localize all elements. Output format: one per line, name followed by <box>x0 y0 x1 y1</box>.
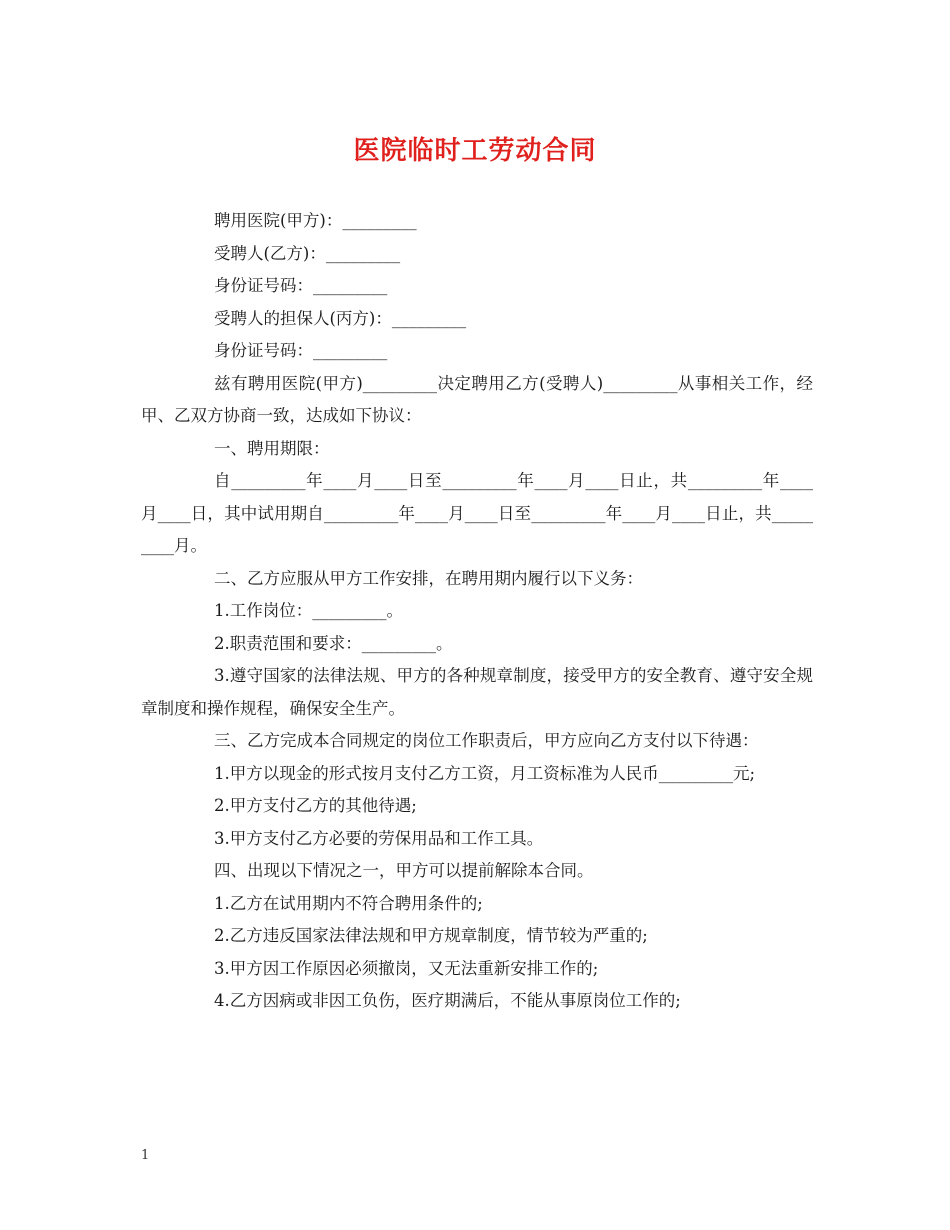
paragraph-guarantor-id: 身份证号码：_________ <box>214 341 388 360</box>
paragraph-compensation-2: 2.甲方支付乙方的其他待遇; <box>214 796 417 815</box>
document-title: 医院临时工劳动合同 <box>353 136 597 166</box>
paragraph-obligation-1: 1.工作岗位：_________。 <box>214 601 403 620</box>
section-heading-term: 一、聘用期限： <box>214 438 330 458</box>
document-body <box>141 205 813 1018</box>
paragraph-termination-3: 3.甲方因工作原因必须撤岗，又无法重新安排工作的; <box>214 958 599 978</box>
page-number: 1 <box>141 1148 150 1163</box>
paragraph-term-dates: 自_________年____月____日至_________年____月____日止，共_________年____月____日，其中试用期自_________年____月____日至_________年____月____日止，共_________月。 <box>141 471 813 555</box>
paragraph-employee-id: 身份证号码：_________ <box>214 276 388 295</box>
section-heading-compensation: 三、乙方完成本合同规定的岗位工作职责后，甲方应向乙方支付以下待遇： <box>214 731 759 750</box>
paragraph-compensation-1: 1.甲方以现金的形式按月支付乙方工资，月工资标准为人民币_________元; <box>214 763 756 783</box>
paragraph-guarantor: 受聘人的担保人(丙方)：_________ <box>214 308 467 328</box>
paragraph-termination-4: 4.乙方因病或非因工负伤，医疗期满后，不能从事原岗位工作的; <box>214 991 681 1010</box>
paragraph-hospital: 聘用医院(甲方)：_________ <box>214 211 417 230</box>
paragraph-termination-2: 2.乙方违反国家法律法规和甲方规章制度，情节较为严重的; <box>214 926 648 945</box>
paragraph-termination-1: 1.乙方在试用期内不符合聘用条件的; <box>214 893 483 913</box>
paragraph-obligation-3: 3.遵守国家的法律法规、甲方的各种规章制度，接受甲方的安全教育、遵守安全规章制度和操作规程，确保安全生产。 <box>141 666 813 718</box>
paragraph-preamble: 兹有聘用医院(甲方)_________决定聘用乙方(受聘人)_________从事相关工作，经甲、乙双方协商一致，达成如下协议： <box>141 373 813 425</box>
section-heading-termination: 四、出现以下情况之一，甲方可以提前解除本合同。 <box>214 861 594 880</box>
paragraph-compensation-3: 3.甲方支付乙方必要的劳保用品和工作工具。 <box>214 828 544 848</box>
paragraph-employee: 受聘人(乙方)：_________ <box>214 243 401 263</box>
paragraph-obligation-2: 2.职责范围和要求：_________。 <box>214 633 453 653</box>
section-heading-obligations: 二、乙方应服从甲方工作安排，在聘用期内履行以下义务： <box>214 568 643 588</box>
